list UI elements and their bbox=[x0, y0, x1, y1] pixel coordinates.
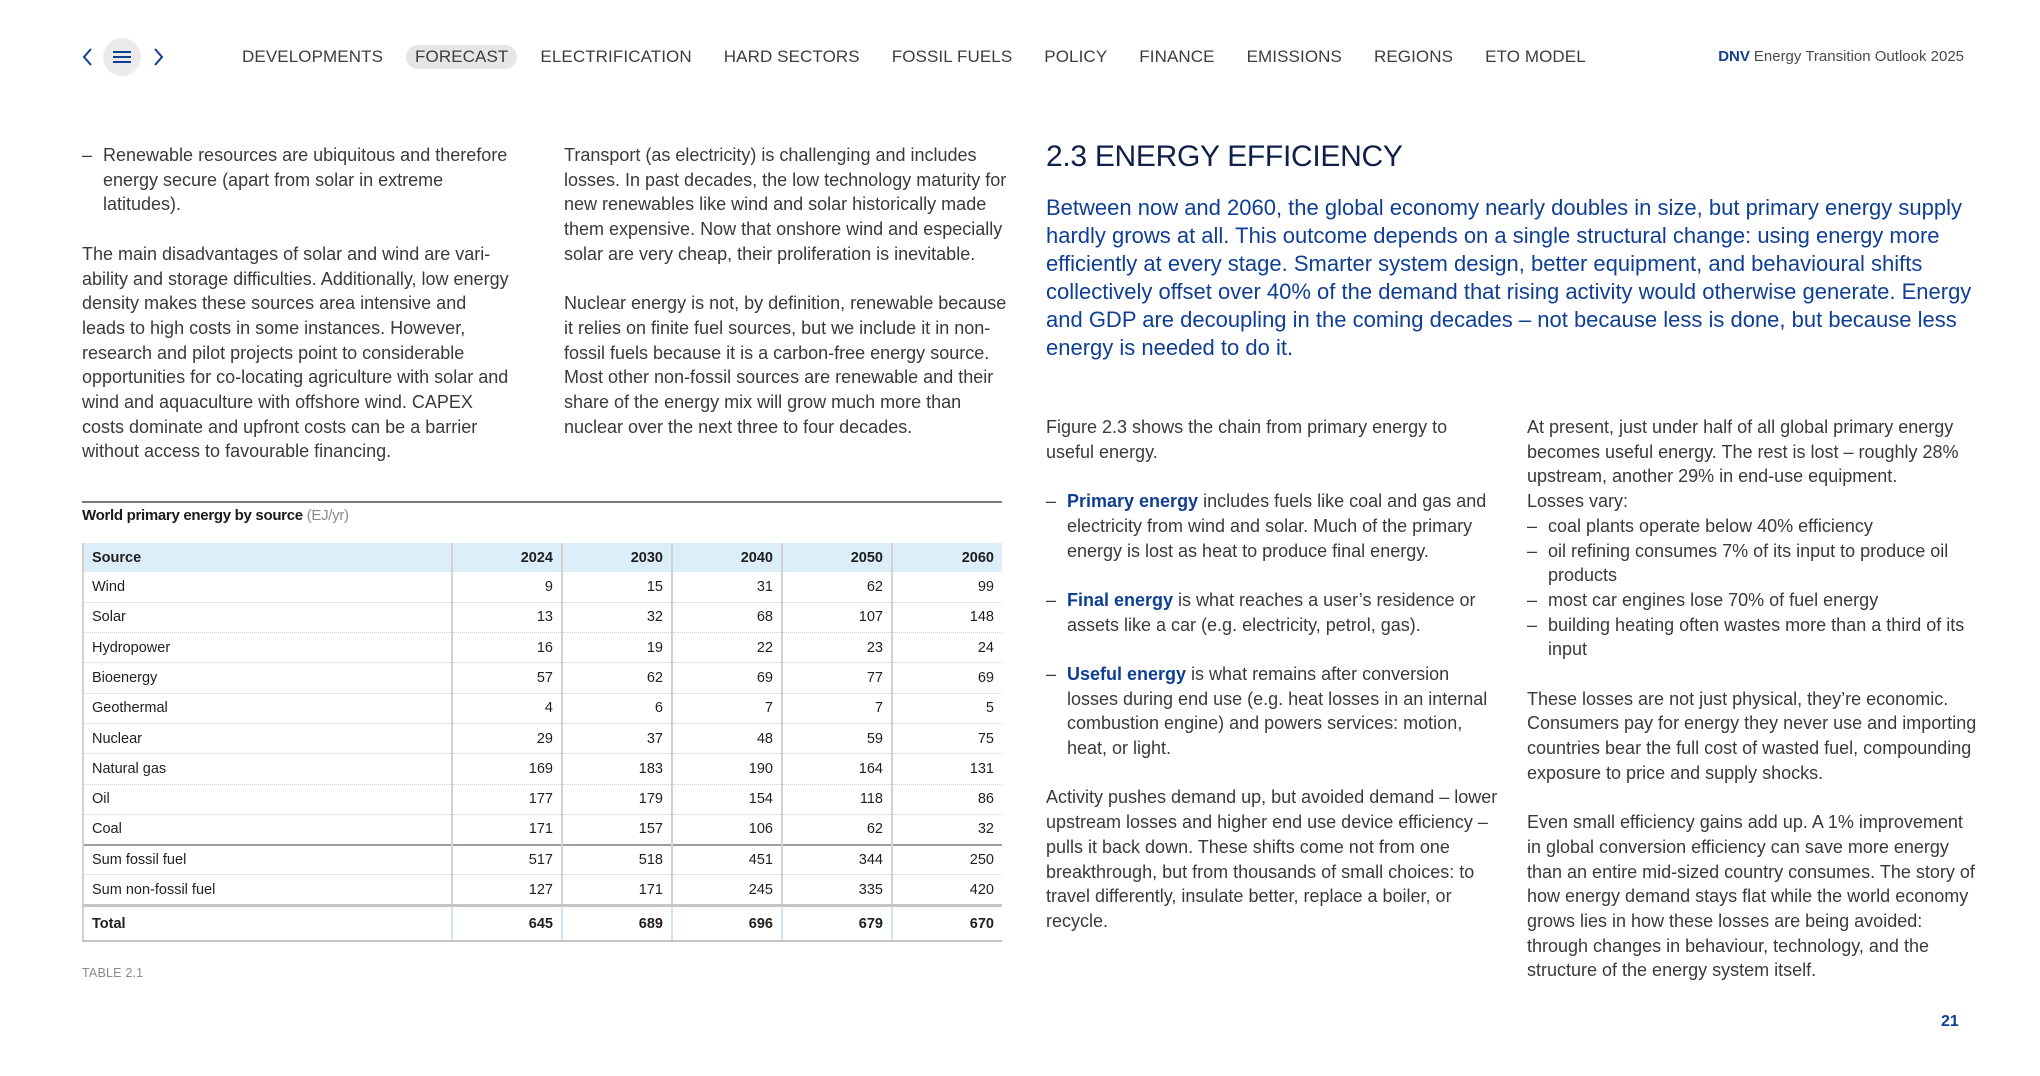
section-heading bbox=[1046, 140, 1403, 174]
table-row bbox=[83, 602, 1002, 632]
economic-paragraph: These losses are not just physical, they’re economic. Consumers pay for energy they never use and importing countries bear the full cost of wasted fuel, compounding exposure to price and supply shocks. bbox=[1527, 688, 1977, 783]
cell: 171 bbox=[452, 814, 562, 844]
dnv-logo: DNV bbox=[1718, 48, 1750, 65]
list-item: – coal plants operate below 40% efficiency bbox=[1527, 514, 1977, 539]
tab-developments[interactable]: DEVELOPMENTS bbox=[242, 47, 384, 66]
column-header-2024: 2024 bbox=[452, 543, 562, 572]
tab-fossil-fuels[interactable]: FOSSIL FUELS bbox=[891, 47, 1013, 66]
cell: 451 bbox=[672, 845, 782, 875]
list-item: – Renewable resources are ubiquitous and therefore energy secure (apart from solar in extreme latitudes). bbox=[82, 143, 514, 217]
cell: 177 bbox=[452, 784, 562, 814]
cell: 24 bbox=[892, 633, 1002, 663]
cell: 171 bbox=[562, 875, 672, 905]
cell: 75 bbox=[892, 723, 1002, 753]
table-top-rule bbox=[82, 501, 1002, 503]
tab-finance[interactable]: FINANCE bbox=[1139, 47, 1215, 66]
losses-list bbox=[1527, 514, 1977, 662]
cell: 157 bbox=[562, 814, 672, 844]
activity-paragraph: Activity pushes demand up, but avoided demand – lower upstream losses and higher end use device efficiency – pulls it back down. These shifts come not from one breakthrough, but from thousands of small choices: to travel differently, insulate better, replace a boiler, or recycle. bbox=[1046, 787, 1498, 931]
table-row bbox=[83, 784, 1002, 814]
present-paragraph: At present, just under half of all global primary energy becomes useful energy. The rest is lost – roughly 28% upstream, another 29% in end-use equipment. bbox=[1527, 417, 1959, 487]
chevron-right-icon bbox=[148, 44, 168, 70]
menu-button[interactable] bbox=[103, 38, 141, 76]
list-item: – most car engines lose 70% of fuel energy bbox=[1527, 588, 1977, 613]
renewables-list bbox=[82, 143, 514, 217]
cell: 62 bbox=[782, 814, 892, 844]
cell: 107 bbox=[782, 602, 892, 632]
publication-title: Energy Transition Outlook 2025 bbox=[1753, 48, 1964, 65]
figure-intro: Figure 2.3 shows the chain from primary energy to useful energy. bbox=[1046, 417, 1448, 462]
text-column-1 bbox=[82, 143, 514, 489]
table-row bbox=[83, 633, 1002, 663]
table-row bbox=[83, 663, 1002, 693]
tab-emissions[interactable]: EMISSIONS bbox=[1246, 47, 1342, 66]
cell: 32 bbox=[892, 814, 1002, 844]
cell: 99 bbox=[892, 572, 1002, 602]
cell: 69 bbox=[672, 663, 782, 693]
row-label: Coal bbox=[83, 814, 452, 844]
cell: 670 bbox=[892, 905, 1002, 941]
cell: 59 bbox=[782, 723, 892, 753]
tab-regions[interactable]: REGIONS bbox=[1373, 47, 1454, 66]
efficiency-gains-paragraph: Even small efficiency gains add up. A 1% improvement in global conversion efficiency can save more energy than an entire mid-sized country consumes. The story of how energy demand stays flat while the world economy grows lies in how these losses are being avoided: through changes in behaviour, technology, and the structure of the energy system itself. bbox=[1527, 812, 1975, 981]
table-row bbox=[83, 814, 1002, 844]
cell: 16 bbox=[452, 633, 562, 663]
table-unit: (EJ/yr) bbox=[306, 507, 349, 524]
page-number: 21 bbox=[1941, 1013, 1959, 1030]
cell: 57 bbox=[452, 663, 562, 693]
cell: 118 bbox=[782, 784, 892, 814]
cell: 9 bbox=[452, 572, 562, 602]
text-column-3 bbox=[1046, 415, 1498, 958]
cell: 106 bbox=[672, 814, 782, 844]
cell: 31 bbox=[672, 572, 782, 602]
table-row bbox=[83, 754, 1002, 784]
lead-paragraph: Between now and 2060, the global economy nearly doubles in size, but primary energy supply hardly grows at all. This outcome depends on a single structural change: using energy more efficiently at every stage. Smarter system design, better equipment, and behavioural shifts collectively offset over 40% of the demand that rising activity would otherwise generate. Energy and GDP are decoupling in the coming decades – not because less is done, but because less energy is needed to do it. bbox=[1046, 195, 1972, 360]
cell: 127 bbox=[452, 875, 562, 905]
cell: 19 bbox=[562, 633, 672, 663]
table-row-sum-fossil bbox=[83, 845, 1002, 875]
column-header-2040: 2040 bbox=[672, 543, 782, 572]
cell: 335 bbox=[782, 875, 892, 905]
cell: 7 bbox=[782, 693, 892, 723]
cell: 696 bbox=[672, 905, 782, 941]
cell: 250 bbox=[892, 845, 1002, 875]
table-row bbox=[83, 723, 1002, 753]
nuclear-paragraph: Nuclear energy is not, by definition, renewable because it relies on finite fuel sources, but we include it in non-fossil fuels because it is a carbon-free energy source. Most other non-fossil sources are renewable and their share of the energy mix will grow much more than nuclear over the next three to four decades. bbox=[564, 293, 1007, 437]
row-label: Natural gas bbox=[83, 754, 452, 784]
list-item-primary-energy bbox=[1046, 489, 1498, 563]
row-label: Sum non-fossil fuel bbox=[83, 875, 452, 905]
term-description: is what reaches a user’s residence or assets like a car (e.g. electricity, petrol, gas). bbox=[1067, 589, 1476, 635]
cell: 179 bbox=[562, 784, 672, 814]
cell: 86 bbox=[892, 784, 1002, 814]
hamburger-menu-icon bbox=[113, 50, 131, 64]
cell: 183 bbox=[562, 754, 672, 784]
column-header-2050: 2050 bbox=[782, 543, 892, 572]
losses-label: Losses vary: bbox=[1527, 491, 1629, 512]
row-label: Geothermal bbox=[83, 693, 452, 723]
cell: 679 bbox=[782, 905, 892, 941]
cell: 6 bbox=[562, 693, 672, 723]
cell: 689 bbox=[562, 905, 672, 941]
tab-eto-model[interactable]: ETO MODEL bbox=[1485, 47, 1586, 66]
energy-terms-list bbox=[1046, 489, 1498, 761]
table-title-text: World primary energy by source bbox=[82, 507, 303, 524]
column-header-2030: 2030 bbox=[562, 543, 672, 572]
section-number: 2.3 bbox=[1046, 140, 1087, 173]
list-item-final-energy bbox=[1046, 588, 1498, 637]
list-item: – oil refining consumes 7% of its input to produce oil products bbox=[1527, 539, 1977, 588]
table-caption: TABLE 2.1 bbox=[82, 966, 144, 980]
table-header-row bbox=[83, 543, 1002, 572]
cell: 7 bbox=[672, 693, 782, 723]
table-row-sum-non-fossil bbox=[83, 875, 1002, 905]
top-navigation bbox=[0, 0, 2040, 110]
table-row bbox=[83, 572, 1002, 602]
row-label: Nuclear bbox=[83, 723, 452, 753]
cell: 48 bbox=[672, 723, 782, 753]
cell: 645 bbox=[452, 905, 562, 941]
cell: 517 bbox=[452, 845, 562, 875]
primary-energy-table bbox=[82, 543, 1002, 942]
row-label: Total bbox=[83, 905, 452, 941]
list-item-useful-energy bbox=[1046, 662, 1498, 761]
cell: 32 bbox=[562, 602, 672, 632]
cell: 344 bbox=[782, 845, 892, 875]
previous-page-button[interactable] bbox=[78, 44, 98, 70]
brand-title[interactable] bbox=[1718, 48, 1964, 65]
cell: 420 bbox=[892, 875, 1002, 905]
chevron-left-icon bbox=[78, 44, 98, 70]
tab-forecast[interactable]: FORECAST bbox=[406, 45, 517, 69]
cell: 15 bbox=[562, 572, 672, 602]
tab-policy[interactable]: POLICY bbox=[1044, 47, 1108, 66]
term-primary-energy: Primary energy bbox=[1067, 491, 1199, 512]
cell: 245 bbox=[672, 875, 782, 905]
tab-electrification[interactable]: ELECTRIFICATION bbox=[540, 47, 692, 66]
cell: 22 bbox=[672, 633, 782, 663]
cell: 148 bbox=[892, 602, 1002, 632]
row-label: Bioenergy bbox=[83, 663, 452, 693]
section-title: ENERGY EFFICIENCY bbox=[1094, 140, 1403, 173]
cell: 131 bbox=[892, 754, 1002, 784]
transport-paragraph: Transport (as electricity) is challenging and includes losses. In past decades, the low technology maturity for new renewables like wind and solar historically made them expensive. Now that onshore wind and especially solar are very cheap, their proliferation is inevitable. bbox=[564, 145, 1007, 264]
table-row bbox=[83, 693, 1002, 723]
cell: 164 bbox=[782, 754, 892, 784]
table-row-total bbox=[83, 905, 1002, 941]
next-page-button[interactable] bbox=[148, 44, 168, 70]
row-label: Oil bbox=[83, 784, 452, 814]
cell: 4 bbox=[452, 693, 562, 723]
row-label: Sum fossil fuel bbox=[83, 845, 452, 875]
row-label: Solar bbox=[83, 602, 452, 632]
cell: 23 bbox=[782, 633, 892, 663]
column-header-2060: 2060 bbox=[892, 543, 1002, 572]
cell: 154 bbox=[672, 784, 782, 814]
row-label: Wind bbox=[83, 572, 452, 602]
table-title bbox=[82, 507, 349, 524]
cell: 62 bbox=[562, 663, 672, 693]
cell: 68 bbox=[672, 602, 782, 632]
list-item: – building heating often wastes more than a third of its input bbox=[1527, 613, 1977, 662]
cell: 37 bbox=[562, 723, 672, 753]
tab-hard-sectors[interactable]: HARD SECTORS bbox=[723, 47, 860, 66]
cell: 29 bbox=[452, 723, 562, 753]
term-description: is what remains after conversion losses during end use (e.g. heat losses in an internal combustion engine) and powers services: motion, heat, or light. bbox=[1067, 663, 1488, 759]
cell: 190 bbox=[672, 754, 782, 784]
term-description: includes fuels like coal and gas and electricity from wind and solar. Much of the primary energy is lost as heat to produce final energy. bbox=[1067, 491, 1487, 561]
term-final-energy: Final energy bbox=[1067, 589, 1174, 610]
cell: 13 bbox=[452, 602, 562, 632]
cell: 518 bbox=[562, 845, 672, 875]
cell: 5 bbox=[892, 693, 1002, 723]
row-label: Hydropower bbox=[83, 633, 452, 663]
cell: 62 bbox=[782, 572, 892, 602]
text-column-4 bbox=[1527, 415, 1977, 1008]
disadvantages-paragraph: The main disadvantages of solar and wind are vari-ability and storage difficulties. Additionally, low energy density makes these sources area intensive and leads to high costs in some instances. However, research and pilot projects point to considerable opportunities for co-locating agriculture with solar and wind and aquaculture with offshore wind. CAPEX costs dominate and upfront costs can be a barrier without access to favourable financing. bbox=[82, 243, 509, 462]
cell: 169 bbox=[452, 754, 562, 784]
cell: 69 bbox=[892, 663, 1002, 693]
column-header-source: Source bbox=[83, 543, 452, 572]
text-column-2 bbox=[564, 143, 1014, 464]
cell: 77 bbox=[782, 663, 892, 693]
chapter-tabs bbox=[242, 44, 1618, 70]
term-useful-energy: Useful energy bbox=[1067, 663, 1187, 684]
